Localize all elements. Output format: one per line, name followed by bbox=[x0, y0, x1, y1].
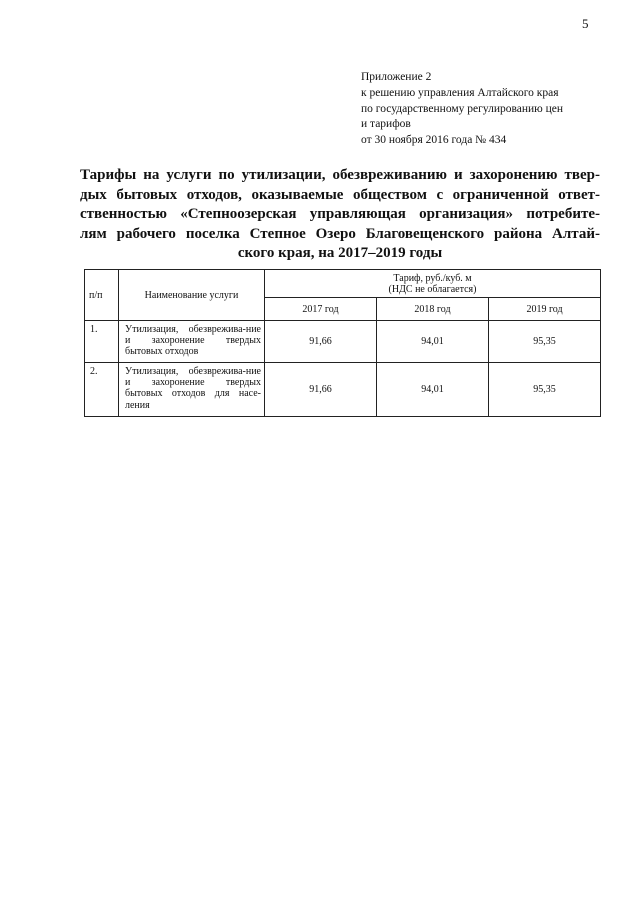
header-year: 2017 год bbox=[265, 298, 377, 321]
title-line: лям рабочего поселка Степное Озеро Благовещенского района Алтай- bbox=[80, 225, 600, 242]
header-tariff-line: (НДС не облагается) bbox=[388, 283, 477, 295]
row-service-name: Утилизация, обезврежива-ние и захоронение твердых бытовых отходов для насе-ления bbox=[119, 363, 265, 417]
header-year: 2018 год bbox=[377, 298, 489, 321]
row-value: 94,01 bbox=[377, 363, 489, 417]
title-line: ственностью «Степноозерская управляющая организация» потребите- bbox=[80, 206, 600, 222]
header-num: п/п bbox=[85, 270, 119, 321]
document-title bbox=[80, 166, 600, 264]
appendix-line: Приложение 2 bbox=[361, 71, 432, 83]
row-value: 91,66 bbox=[265, 321, 377, 363]
row-value: 94,01 bbox=[377, 321, 489, 363]
table-row bbox=[85, 363, 601, 417]
header-service-name: Наименование услуги bbox=[119, 270, 265, 321]
appendix-line: от 30 ноября 2016 года № 434 bbox=[361, 134, 507, 147]
title-line: ского края, на 2017–2019 годы bbox=[237, 245, 443, 261]
table-row bbox=[85, 321, 601, 363]
title-line: дых бытовых отходов, оказываемые обществом с ограниченной ответ- bbox=[80, 186, 600, 203]
row-num: 2. bbox=[85, 363, 119, 417]
tariffs-table bbox=[84, 269, 601, 417]
appendix-block bbox=[361, 70, 611, 149]
appendix-line: по государственному регулированию цен bbox=[361, 102, 564, 115]
header-tariff bbox=[265, 270, 601, 298]
appendix-line: к решению управления Алтайского края bbox=[361, 86, 559, 99]
header-year: 2019 год bbox=[489, 298, 601, 321]
row-num: 1. bbox=[85, 321, 119, 363]
row-service-name: Утилизация, обезврежива-ние и захоронение твердых бытовых отходов bbox=[119, 321, 265, 363]
title-line: Тарифы на услуги по утилизации, обезвреживанию и захоронению твер- bbox=[80, 167, 600, 183]
appendix-line: и тарифов bbox=[361, 118, 411, 131]
table-header-row bbox=[85, 270, 601, 298]
page-number: 5 bbox=[582, 16, 589, 31]
row-value: 95,35 bbox=[489, 321, 601, 363]
header-tariff-line: Тариф, руб./куб. м bbox=[393, 272, 472, 284]
row-value: 95,35 bbox=[489, 363, 601, 417]
row-value: 91,66 bbox=[265, 363, 377, 417]
